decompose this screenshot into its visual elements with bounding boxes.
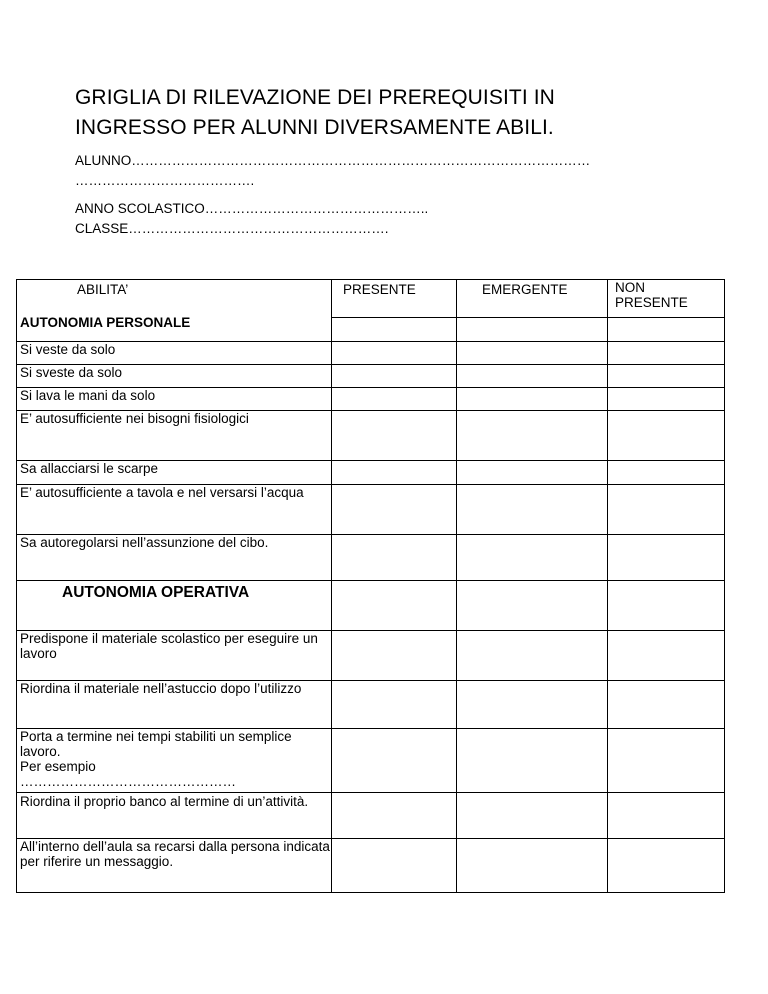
header-abilita-cell [17,280,332,342]
check-cell[interactable] [608,681,725,729]
page-title [75,83,715,143]
header-non: NON [615,280,645,295]
check-cell[interactable] [332,342,457,365]
check-cell[interactable] [332,318,457,342]
check-cell[interactable] [457,681,608,729]
table-row [17,388,725,411]
table-row [17,729,725,793]
check-cell[interactable] [608,839,725,893]
table-row [17,631,725,681]
skill-label-dots: ………………………………………… [20,774,236,789]
check-cell[interactable] [457,839,608,893]
skill-label: Si lava le mani da solo [17,388,332,411]
check-cell[interactable] [608,729,725,793]
prerequisites-table [16,279,725,893]
check-cell[interactable] [457,485,608,535]
skill-label: Riordina il proprio banco al termine di un’attività. [17,793,332,839]
check-cell[interactable] [332,461,457,485]
skill-label: Sa autoregolarsi nell’assunzione del cibo. [17,535,332,581]
header-presente: PRESENTE [332,280,457,318]
table-row [17,535,725,581]
classe-field: CLASSE…………………………………………………. [75,221,389,236]
check-cell[interactable] [608,318,725,342]
check-cell[interactable] [332,411,457,461]
title-line-2: INGRESSO PER ALUNNI DIVERSAMENTE ABILI. [75,116,554,139]
check-cell[interactable] [332,681,457,729]
check-cell[interactable] [608,631,725,681]
skill-label: All’interno dell’aula sa recarsi dalla persona indicata per riferire un messaggio. [17,839,332,893]
alunno-field-continuation: …………………………………. [75,173,255,188]
header-emergente: EMERGENTE [457,280,608,318]
check-cell[interactable] [457,411,608,461]
alunno-field: ALUNNO………………………………………………………………………………………… [75,153,591,168]
check-cell[interactable] [608,535,725,581]
check-cell[interactable] [332,729,457,793]
check-cell[interactable] [608,365,725,388]
section-autonomia-personale: AUTONOMIA PERSONALE [20,315,191,330]
skill-label: Sa allacciarsi le scarpe [17,461,332,485]
skill-label: Riordina il materiale nell’astuccio dopo l’utilizzo [17,681,332,729]
header-non-presente [608,280,725,318]
check-cell[interactable] [457,793,608,839]
check-cell[interactable] [332,485,457,535]
skill-label: Predispone il materiale scolastico per eseguire un lavoro [17,631,332,681]
table-row [17,485,725,535]
check-cell[interactable] [332,388,457,411]
check-cell[interactable] [332,793,457,839]
table-row [17,365,725,388]
header-presente-2: PRESENTE [615,295,688,310]
section-autonomia-operativa: AUTONOMIA OPERATIVA [17,581,332,631]
check-cell[interactable] [457,318,608,342]
check-cell[interactable] [332,581,457,631]
check-cell[interactable] [332,365,457,388]
check-cell[interactable] [457,388,608,411]
check-cell[interactable] [608,411,725,461]
table-row [17,793,725,839]
check-cell[interactable] [608,485,725,535]
check-cell[interactable] [332,839,457,893]
check-cell[interactable] [608,793,725,839]
skill-label: Porta a termine nei tempi stabiliti un semplice lavoro. [20,729,292,759]
table-row [17,581,725,631]
table-row [17,681,725,729]
check-cell[interactable] [332,631,457,681]
check-cell[interactable] [457,365,608,388]
title-line-1: GRIGLIA DI RILEVAZIONE DEI PREREQUISITI IN [75,86,555,109]
skill-label: Si veste da solo [17,342,332,365]
check-cell[interactable] [457,342,608,365]
table-row [17,839,725,893]
table-header-row [17,280,725,318]
check-cell[interactable] [608,342,725,365]
skill-label: Si sveste da solo [17,365,332,388]
check-cell[interactable] [457,581,608,631]
skill-label-multi [17,729,332,793]
skill-label: E’ autosufficiente a tavola e nel versarsi l’acqua [17,485,332,535]
check-cell[interactable] [457,535,608,581]
check-cell[interactable] [608,581,725,631]
check-cell[interactable] [608,461,725,485]
check-cell[interactable] [457,631,608,681]
header-abilita: ABILITA’ [77,282,129,297]
table-row [17,461,725,485]
skill-label-example: Per esempio [20,759,96,774]
skill-label: E’ autosufficiente nei bisogni fisiologici [17,411,332,461]
check-cell[interactable] [332,535,457,581]
anno-scolastico-field: ANNO SCOLASTICO………………………………………….. [75,201,429,216]
check-cell[interactable] [608,388,725,411]
check-cell[interactable] [457,461,608,485]
table-row [17,342,725,365]
table-row [17,411,725,461]
check-cell[interactable] [457,729,608,793]
